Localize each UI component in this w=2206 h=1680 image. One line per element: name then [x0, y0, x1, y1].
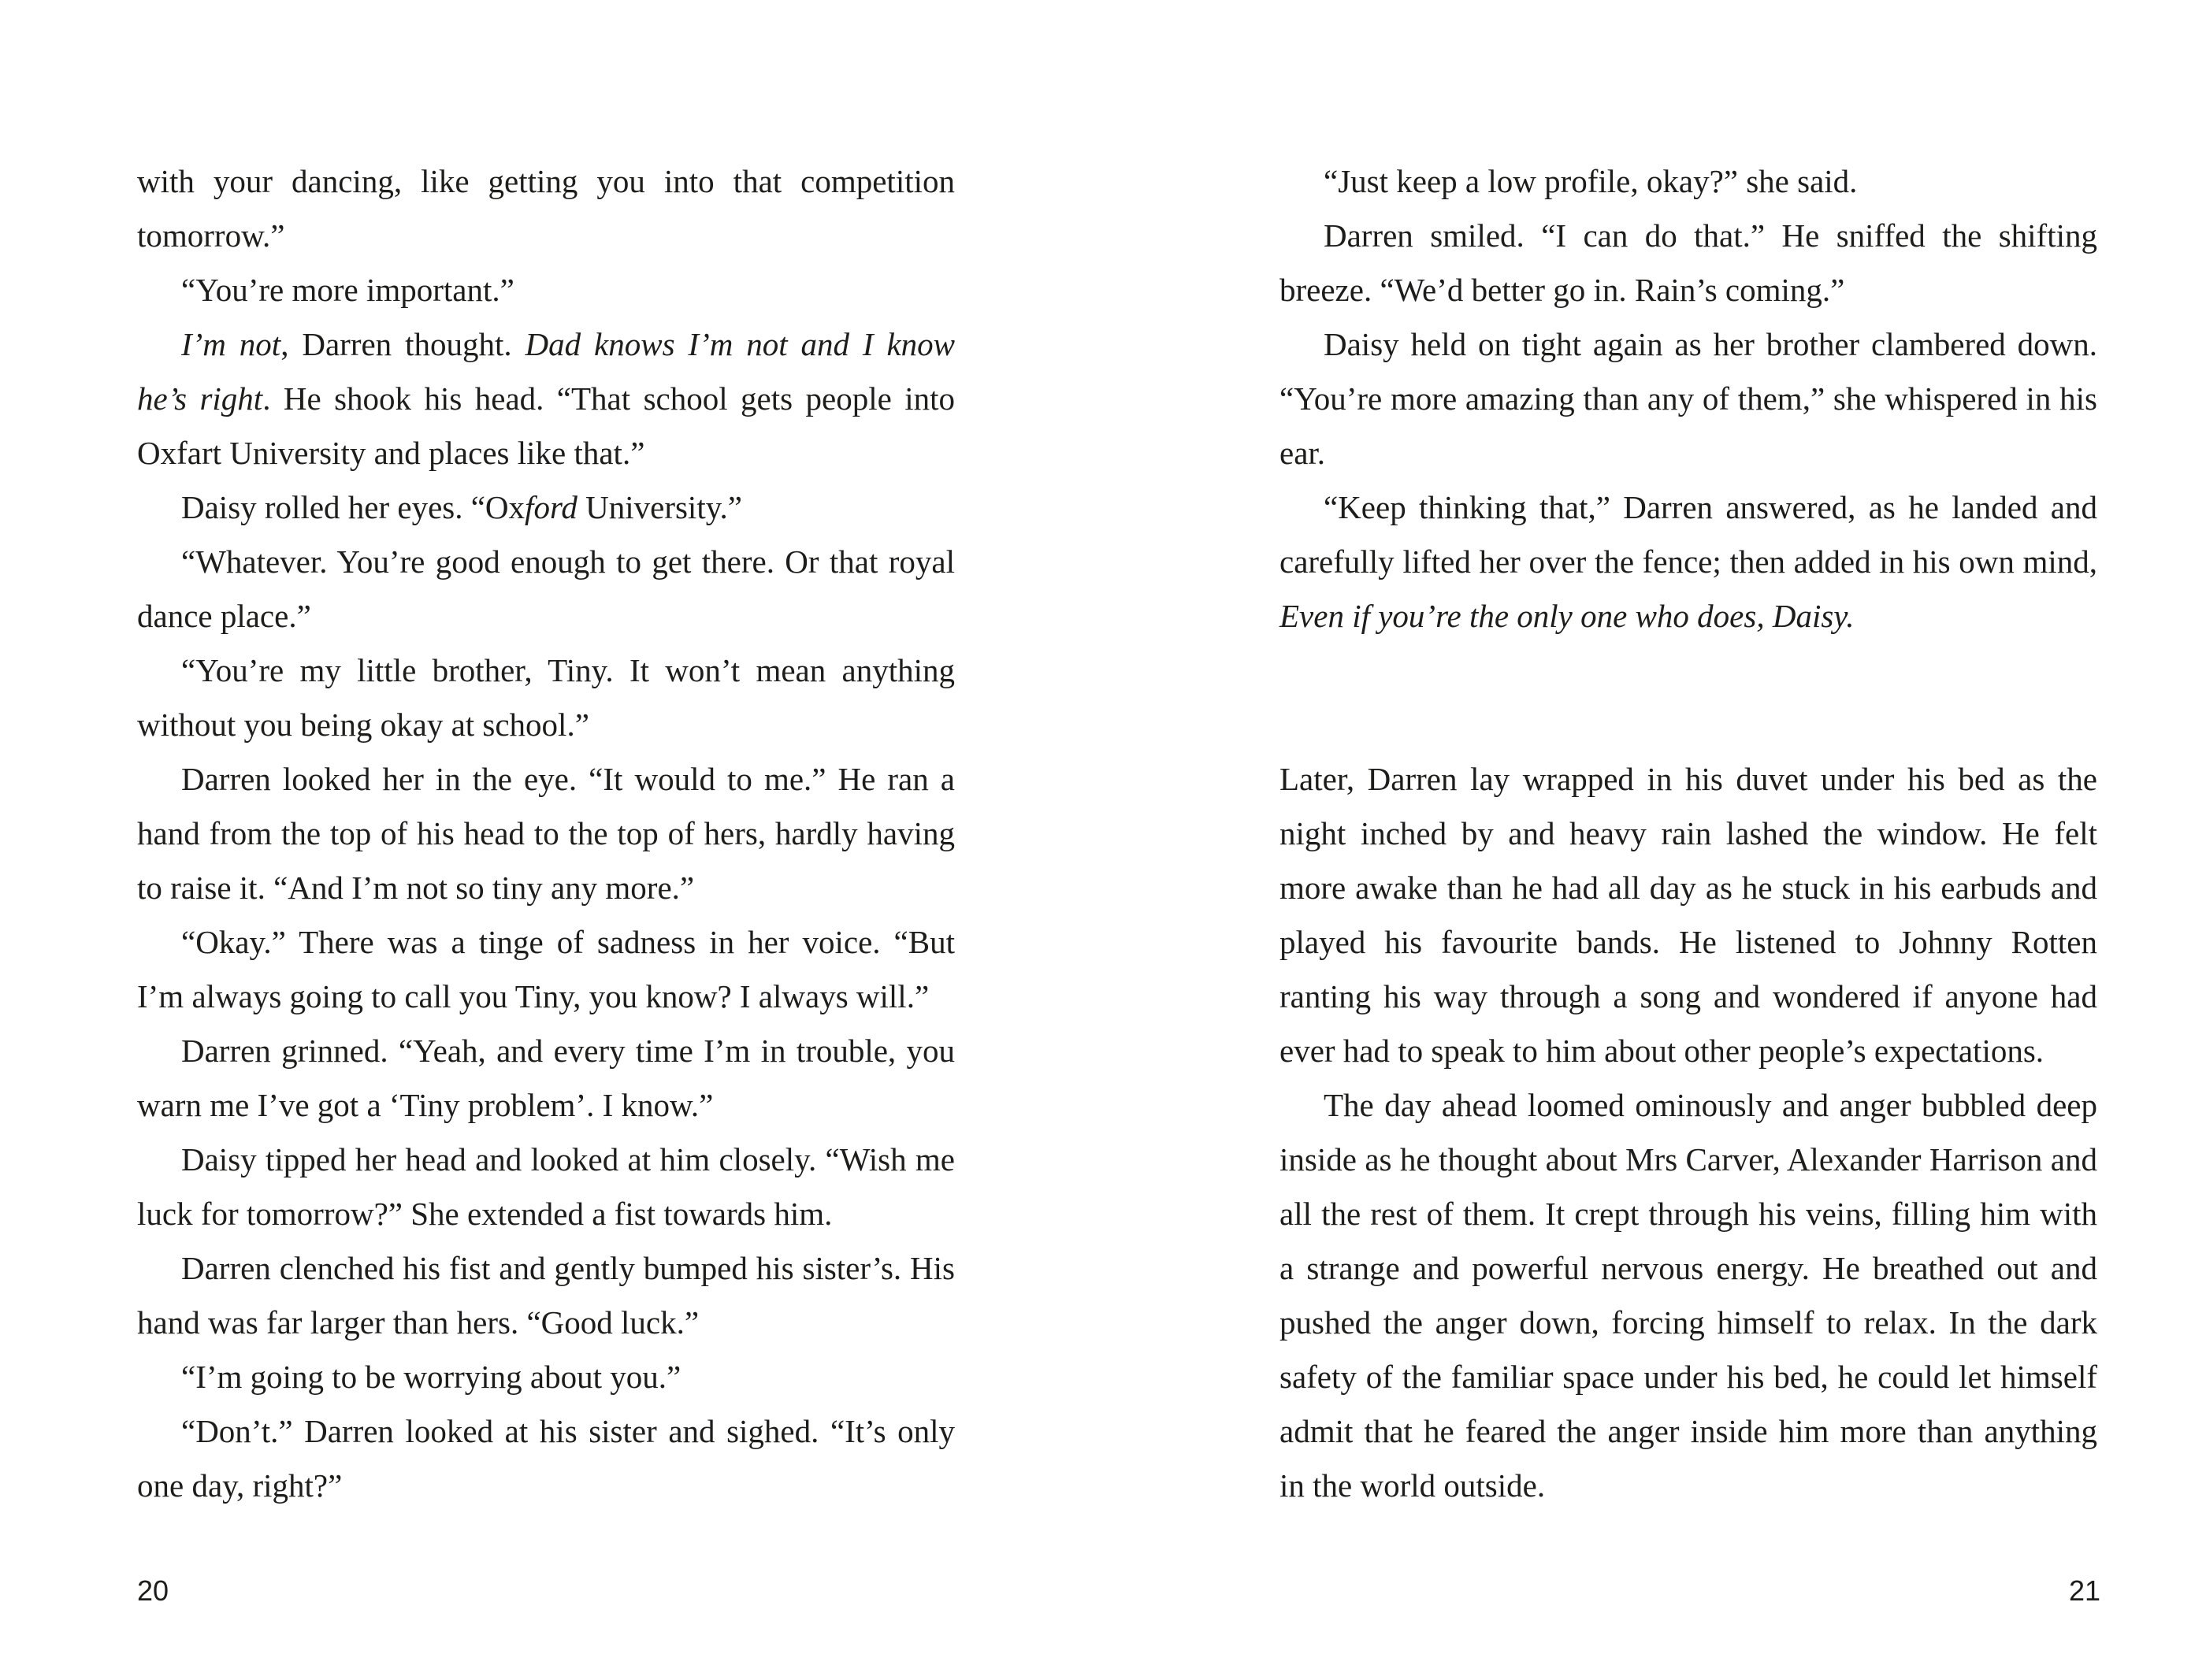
page-number: 20 — [137, 1574, 169, 1607]
paragraph: “Whatever. You’re good enough to get there. Or that royal dance place.” — [137, 543, 955, 634]
paragraph: Darren smiled. “I can do that.” He sniffed the shifting breeze. “We’d better go in. Rain’s coming.” — [1279, 217, 2097, 308]
section-break — [1279, 643, 2097, 752]
paragraph: I’m not, Darren thought. Dad knows I’m not and I know he’s right. He shook his head. “That school gets people into Oxfart University and places like that.” — [137, 326, 956, 471]
left-page-text — [137, 154, 955, 1513]
paragraph: Daisy rolled her eyes. “Oxford University.” — [181, 489, 742, 525]
paragraph: “Keep thinking that,” Darren answered, as he landed and carefully lifted her over the fence; then added in his own mind, Even if you’re the only one who does, Daisy. — [1279, 489, 2097, 634]
paragraph: Later, Darren lay wrapped in his duvet under his bed as the night inched by and heavy rain lashed the window. He felt more awake than he had all day as he stuck in his earbuds and played his favourite bands. He listened to Johnny Rotten ranting his way through a song and wondered if anyone had ever had to speak to him about other people’s expectations. — [1279, 761, 2097, 1069]
page-number: 21 — [2069, 1574, 2101, 1607]
paragraph: “You’re my little brother, Tiny. It won’t mean anything without you being okay at school.” — [137, 652, 955, 743]
paragraph: “Okay.” There was a tinge of sadness in her voice. “But I’m always going to call you Tiny, you know? I always will.” — [137, 924, 955, 1014]
right-page-text — [1279, 154, 2097, 1513]
paragraph: Darren clenched his fist and gently bumped his sister’s. His hand was far larger than hers. “Good luck.” — [137, 1250, 955, 1341]
paragraph: “Don’t.” Darren looked at his sister and sighed. “It’s only one day, right?” — [137, 1413, 955, 1504]
right-page — [1103, 0, 2206, 1680]
paragraph: Darren grinned. “Yeah, and every time I’m in trouble, you warn me I’ve got a ‘Tiny problem’. I know.” — [137, 1033, 955, 1123]
paragraph: Daisy tipped her head and looked at him closely. “Wish me luck for tomorrow?” She extended a fist towards him. — [137, 1141, 955, 1232]
paragraph: “You’re more important.” — [181, 272, 514, 308]
paragraph: with your dancing, like getting you into that competition tomorrow.” — [137, 163, 955, 254]
paragraph: Darren looked her in the eye. “It would to me.” He ran a hand from the top of his head to the top of hers, hardly having to raise it. “And I’m not so tiny any more.” — [137, 761, 955, 906]
paragraph: “I’m going to be worrying about you.” — [181, 1359, 681, 1395]
paragraph: The day ahead loomed ominously and anger bubbled deep inside as he thought about Mrs Carver, Alexander Harrison and all the rest of them. It crept through his veins, filling him with a strange and powerful nervous energy. He breathed out and pushed the anger down, forcing himself to relax. In the dark safety of the familiar space under his bed, he could let himself admit that he feared the anger inside him more than anything in the world outside. — [1279, 1087, 2097, 1504]
paragraph: Daisy held on tight again as her brother clambered down. “You’re more amazing than any of them,” she whispered in his ear. — [1279, 326, 2097, 471]
paragraph: “Just keep a low profile, okay?” she said. — [1324, 163, 1858, 199]
